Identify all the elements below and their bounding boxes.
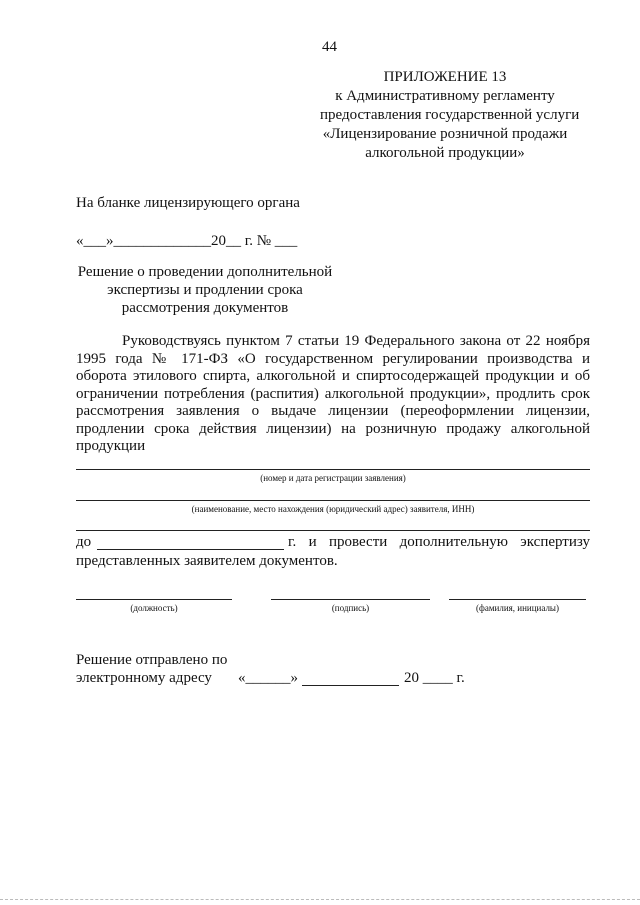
page-number: 44 xyxy=(322,39,337,55)
letterhead-note: На бланке лицензирующего органа xyxy=(76,195,300,211)
appendix-title: ПРИЛОЖЕНИЕ 13 xyxy=(383,69,507,85)
extend-until-label: до xyxy=(76,534,92,550)
name-caption: (фамилия, инициалы) xyxy=(476,603,559,613)
sent-line-1: Решение отправлено по xyxy=(76,652,228,668)
extend-line-2: представленных заявителем документов. xyxy=(76,553,338,569)
applicant-line xyxy=(76,500,590,501)
signature-caption: (подпись) xyxy=(331,603,370,613)
appendix-line-3: «Лицензирование розничной продажи xyxy=(322,126,568,142)
signature-line xyxy=(271,599,430,600)
body-line-2: 1995 года № 171-ФЗ «О государственном регулировании производства и xyxy=(76,350,590,367)
name-line xyxy=(449,599,586,600)
body-paragraph xyxy=(76,333,590,456)
applicant-caption: (наименование, место нахождения (юридический адрес) заявителя, ИНН) xyxy=(191,504,475,514)
sent-line-2: электронному адресу xyxy=(76,670,212,686)
body-line-7: продукции xyxy=(76,438,146,454)
sent-date-part-1: «______» xyxy=(238,670,298,686)
decision-title-line-1: Решение о проведении дополнительной xyxy=(77,264,333,280)
reg-number-caption: (номер и дата регистрации заявления) xyxy=(260,473,406,483)
body-line-4: ограничении потребления (распития) алкогольной продукции», продлить срок xyxy=(76,385,590,402)
reg-number-line xyxy=(76,469,590,470)
position-caption: (должность) xyxy=(130,603,178,613)
appendix-line-2: предоставления государственной услуги xyxy=(320,107,580,123)
decision-title-line-3: рассмотрения документов xyxy=(121,300,289,316)
position-line xyxy=(76,599,232,600)
body-line-6: продлении срока действия лицензии) на розничную продажу алкогольной xyxy=(76,420,590,437)
date-number-line: «___»_____________20__ г. № ___ xyxy=(76,233,298,249)
body-line-1: Руководствуясь пунктом 7 статьи 19 Федерального закона от 22 ноября xyxy=(122,333,590,349)
appendix-line-4: алкогольной продукции» xyxy=(365,145,525,161)
body-line-3: оборота этилового спирта, алкогольной и спиртосодержащей продукции и об xyxy=(76,368,590,384)
page-bottom-rule xyxy=(0,899,640,900)
extend-until-rest: г. и провести дополнительную экспертизу xyxy=(288,534,590,550)
decision-title-line-2: экспертизы и продлении срока xyxy=(107,282,303,298)
body-line-5: рассмотрения заявления о выдаче лицензии (переоформлении лицензии, xyxy=(76,403,590,419)
applicant-line-2 xyxy=(76,530,590,531)
sent-date-part-2: 20 ____ г. xyxy=(404,670,465,686)
sent-date-line xyxy=(302,685,399,686)
extend-until-date-line xyxy=(97,549,284,550)
appendix-line-1: к Административному регламенту xyxy=(335,88,555,104)
